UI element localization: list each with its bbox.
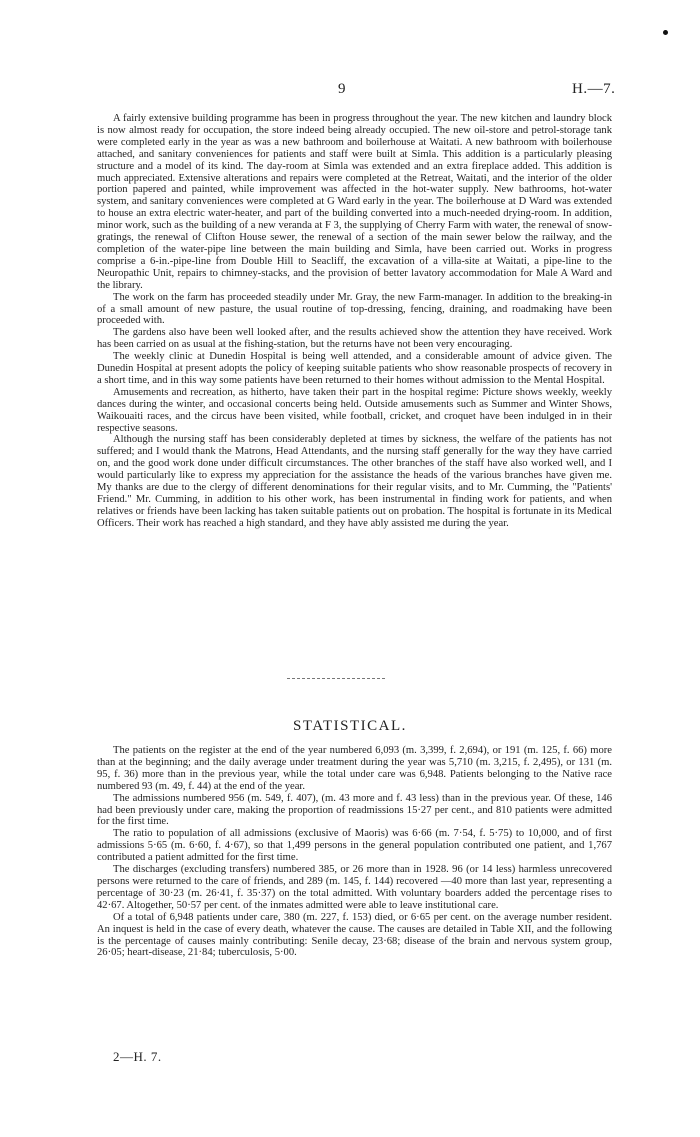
paragraph-nursing-staff: Although the nursing staff has been considerably depleted at times by sickness, the welfare of the patients has not suffered; and I would thank the Matrons, Head Attendants, and the nursing staff generally for the way they have carried on, and the good work done under difficult circumstances. The other branches of the staff have also worked well, and I would particularly like to express my appreciation for the assistance the heads of the various branches have given me. My thanks are due to the clergy of different denominations for their regular visits, and to Mr. Cumming, the "Patients' Friend." Mr. Cumming, in addition to his other work, has been instrumental in finding work for patients, and when relatives or friends have been lacking has taken suitable patients out on probation. The hospital is fortunate in its Medical Officers. Their work has reached a high standard, and they have ably assisted me during the year. bbox=[97, 434, 612, 529]
document-code: H.—7. bbox=[572, 81, 616, 97]
margin-dot bbox=[663, 30, 668, 35]
section-heading: STATISTICAL. bbox=[293, 718, 407, 734]
signature-mark: 2—H. 7. bbox=[113, 1049, 162, 1064]
paragraph-farm: The work on the farm has proceeded steadily under Mr. Gray, the new Farm-manager. In addition to the breaking-in of a small amount of new pasture, the usual routine of top-dressing, fencing, draining, and roadmaking have been proceeded with. bbox=[97, 291, 612, 327]
paragraph-gardens: The gardens also have been well looked after, and the results achieved show the attention they have received. Work has been carried on as usual at the fishing-station, but the returns have not been very encouraging. bbox=[97, 327, 612, 351]
paragraph-ratio: The ratio to population of all admissions (exclusive of Maoris) was 6·66 (m. 7·54, f. 5·75) to 10,000, and of first admissions 5·65 (m. 6·60, f. 4·67), so that 1,499 persons in the general population contributed one patient, and 1,767 contributed a patient admitted for the first time. bbox=[97, 828, 612, 864]
paragraph-register: The patients on the register at the end of the year numbered 6,093 (m. 3,399, f. 2,694), or 191 (m. 125, f. 66) more than at the beginning; and the daily average under treatment during the year was 5,710 (m. 3,215, f. 2,495), or 131 (m. 95, f. 36) more than in the previous year, while the total under care was 6,948. Patients belonging to the Native race numbered 93 (m. 49, f. 44) at the end of the year. bbox=[97, 745, 612, 792]
section-divider bbox=[287, 678, 385, 679]
paragraph-weekly-clinic: The weekly clinic at Dunedin Hospital is being well attended, and a considerable amount of advice given. The Dunedin Hospital at present adopts the policy of keeping suitable patients who show reasonable prospects of recovery in a short time, and in this way some patients have been returned to their homes without admission to the Mental Hospital. bbox=[97, 351, 612, 386]
report-body bbox=[97, 113, 612, 530]
paragraph-admissions: The admissions numbered 956 (m. 549, f. 407), (m. 43 more and f. 43 less) than in the previous year. Of these, 146 had been previously under care, making the proportion of readmissions 15·27 per cent., and 810 patients were admitted for the first time. bbox=[97, 792, 612, 828]
paragraph-deaths: Of a total of 6,948 patients under care, 380 (m. 227, f. 153) died, or 6·65 per cent. on the average number resident. An inquest is held in the case of every death, whatever the cause. The causes are detailed in Table XII, and the following is the percentage of causes mainly contributing: Senile decay, 23·68; disease of the brain and nervous system group, 26·05; heart-disease, 21·84; tuberculosis, 5·00. bbox=[97, 911, 612, 959]
statistical-body bbox=[97, 745, 612, 959]
paragraph-amusements: Amusements and recreation, as hitherto, have taken their part in the hospital regime: Picture shows weekly, weekly dances during the winter, and occasional concerts being held. Outside amusements such as Summer and Winter Shows, Waikouaiti races, and the circus have been visited, while football, cricket, and croquet have been indulged in in their respective seasons. bbox=[97, 386, 612, 434]
paragraph-discharges: The discharges (excluding transfers) numbered 385, or 26 more than in 1928. 96 (or 14 less) harmless unrecovered persons were returned to the care of friends, and 289 (m. 145, f. 144) recovered —40 more than last year, representing a percentage of 30·23 (m. 26·41, f. 35·37) on the total admitted. With voluntary boarders added the percentage rises to 42·67. Altogether, 50·57 per cent. of the inmates admitted were able to leave institutional care. bbox=[97, 864, 612, 911]
page-number: 9 bbox=[338, 81, 346, 97]
paragraph-building-programme: A fairly extensive building programme has been in progress throughout the year. The new kitchen and laundry block is now almost ready for occupation, the store indeed being already occupied. The new oil-store and petrol-storage tank were completed early in the year as was a new bathroom and boilerhouse at Waitati. A new bathroom with boilerhouse attached, and sanitary conveniences for patients and staff were built at Simla. This addition is a particularly pleasing structure and a model of its kind. The day-room at Simla was extended and an extra fireplace added. This addition is much appreciated. Extensive alterations and repairs were completed at the Retreat, Waitati, and the interior of the older portion papered and painted, while improvement was affected in the hot-water supply. New bathrooms, hot-water system, and sanitary conveniences were completed at G Ward early in the year. The boilerhouse at D Ward was extended to house an extra electric water-heater, and part of the building converted into a much-needed drying-room. In addition, minor work, such as the building of a new veranda at F 3, the supplying of Cherry Farm with water, the renewal of snow-gratings, the renewal of Clifton House sewer, the renewal of a section of the main sewer below the railway, and the completion of the water-pipe line between the main building and Simla, have been carried out. Works in progress comprise a 6-in.-pipe-line from Double Hill to Seacliff, the excavation of a villa-site at Waitati, a pipe-line to the Neuropathic Unit, repairs to chimney-stacks, and the provision of better lavatory accommodation for Male A Ward and the library. bbox=[97, 113, 612, 291]
